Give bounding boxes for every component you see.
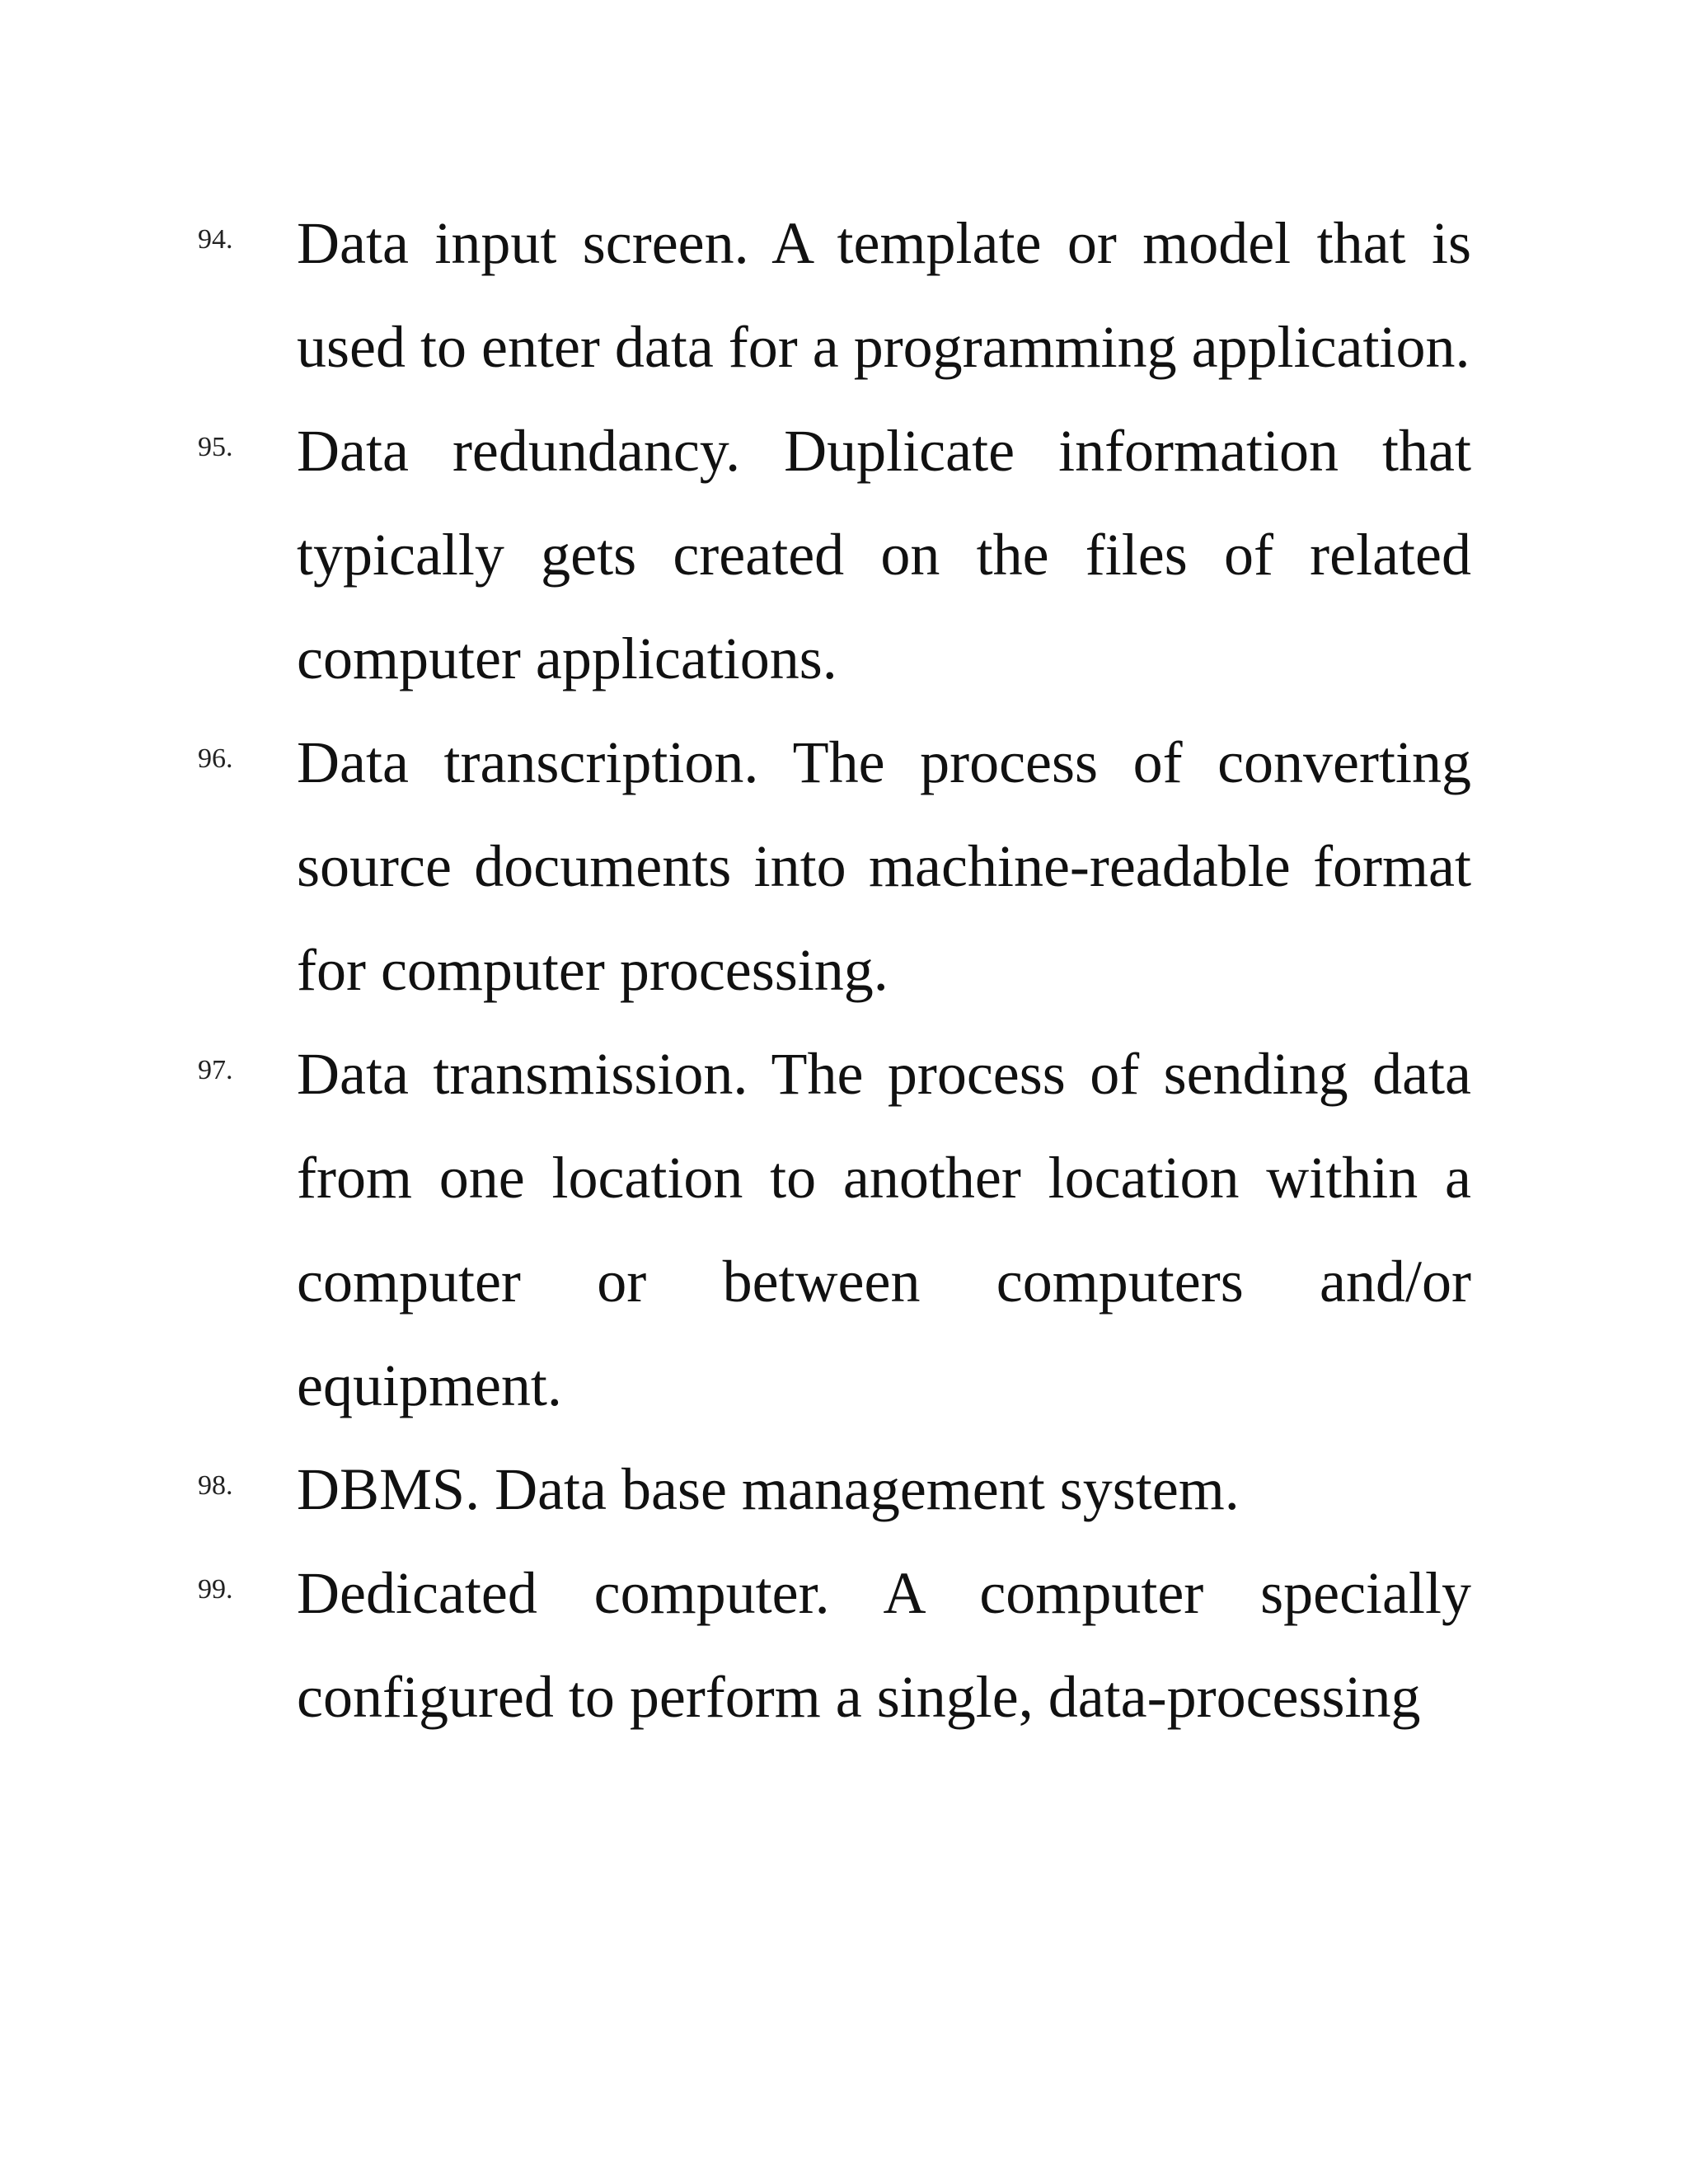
glossary-list xyxy=(198,191,1471,1749)
entry-number: 98. xyxy=(198,1470,233,1501)
entry-number: 95. xyxy=(198,432,233,462)
entry-text: Data transmission. The process of sending data from one location to another location within a computer or between computers and/or equipment. xyxy=(297,1041,1471,1418)
entry-number: 99. xyxy=(198,1574,233,1605)
entry-number: 96. xyxy=(198,743,233,774)
entry-text: Dedicated computer. A computer specially configured to perform a single, data-processing xyxy=(297,1560,1471,1730)
entry-text: Data redundancy. Duplicate information that typically gets created on the files of related computer applications. xyxy=(297,418,1471,691)
entry-number: 94. xyxy=(198,224,233,255)
glossary-entry xyxy=(198,1022,1471,1437)
entry-text: DBMS. Data base management system. xyxy=(297,1456,1240,1522)
glossary-entry xyxy=(198,1541,1471,1749)
entry-text: Data input screen. A template or model that is used to enter data for a programming application. xyxy=(297,210,1471,380)
glossary-entry xyxy=(198,191,1471,399)
entry-number: 97. xyxy=(198,1055,233,1085)
entry-text: Data transcription. The process of converting source documents into machine-readable format for computer processing. xyxy=(297,729,1471,1003)
glossary-entry xyxy=(198,399,1471,710)
glossary-entry xyxy=(198,1437,1471,1541)
glossary-entry xyxy=(198,710,1471,1022)
